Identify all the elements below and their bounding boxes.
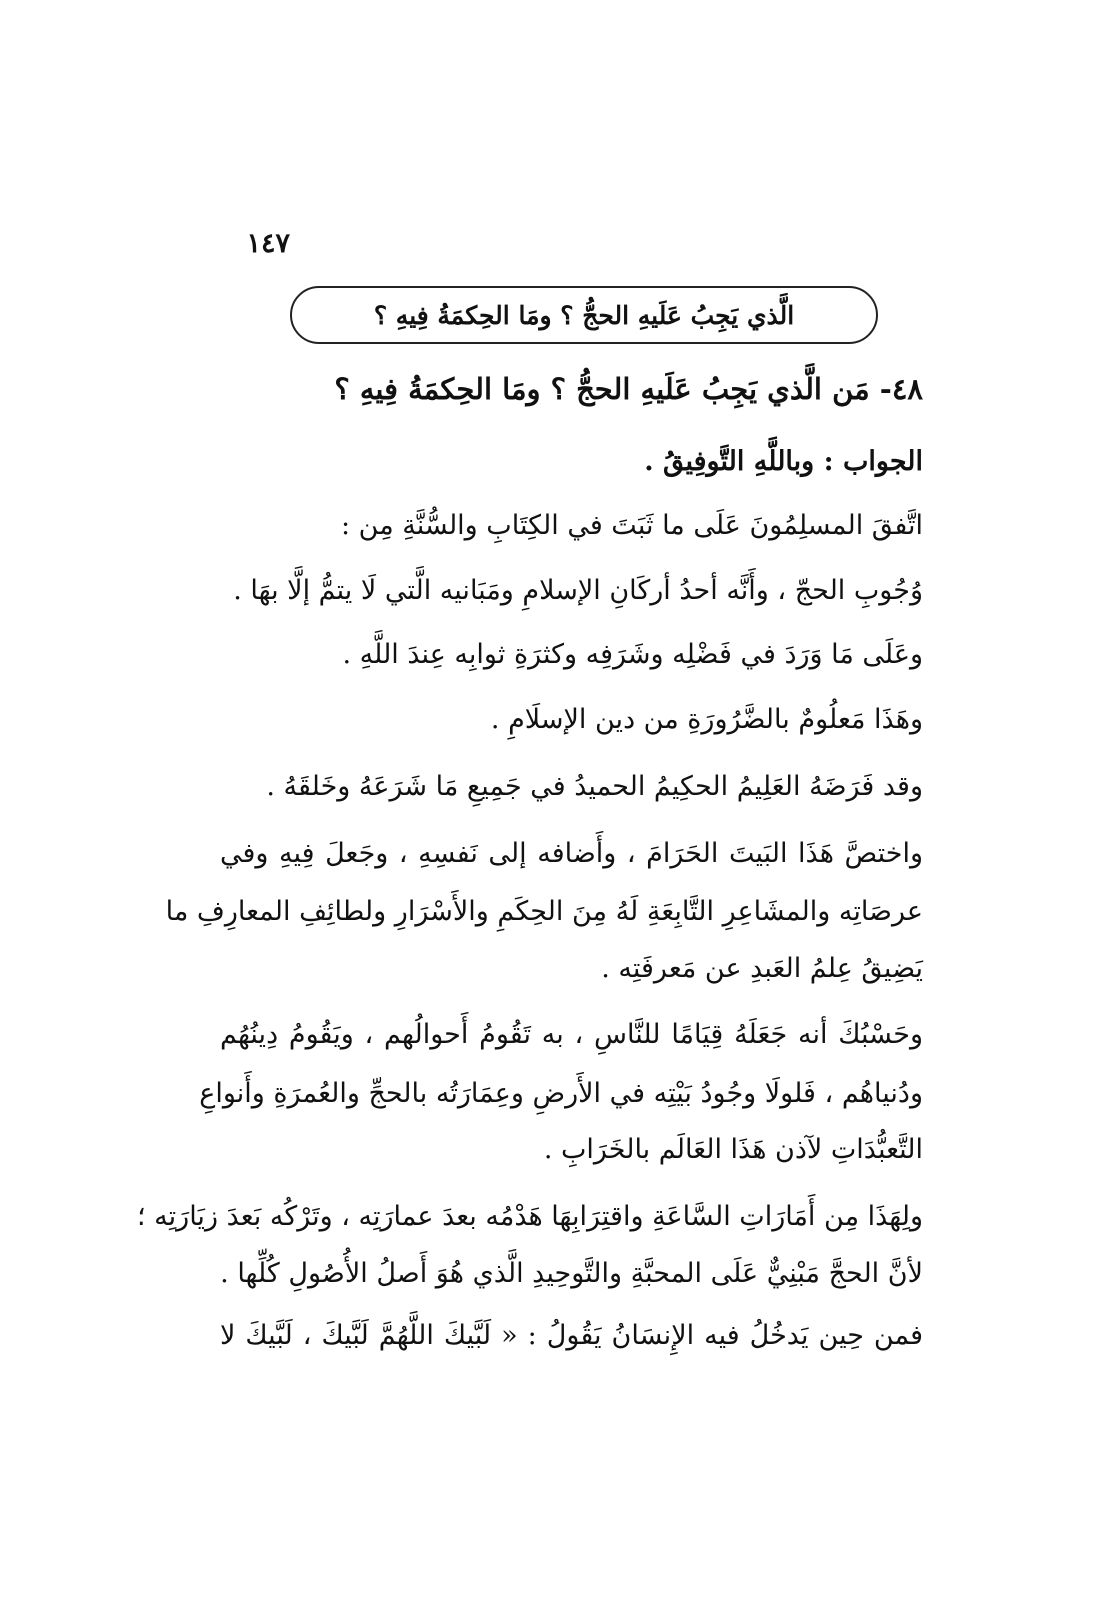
body-line: يَضِيقُ عِلمُ العَبدِ عن مَعرفَتِه . [601, 953, 923, 984]
section-header-title: الَّذي يَجِبُ عَلَيهِ الحجُّ ؟ ومَا الحِكمَةُ فِيهِ ؟ [373, 300, 795, 330]
body-line: وُجُوبِ الحجّ ، وأَنَّه أحدُ أركَانِ الإسلامِ ومَبَانيه الَّتي لَا يتمُّ إلَّا بهَا . [233, 575, 923, 606]
body-line: لأنَّ الحجَّ مَبْنِيٌّ عَلَى المحبَّةِ والتَّوحِيدِ الَّذي هُوَ أَصلُ الأُصُولِ كُلِّها . [220, 1258, 923, 1289]
body-line: التَّعبُّدَاتِ لآذن هَذَا العَالَم بالخَرَابِ . [543, 1134, 923, 1165]
body-line: وعَلَى مَا وَرَدَ في فَضْلِه وشَرَفِه وكثرَةِ ثوابِه عِندَ اللَّهِ . [342, 639, 923, 670]
body-line: ولِهَذَا مِن أَمَارَاتِ السَّاعَةِ واقتِرَابِهَا هَدْمُه بعدَ عمارَتِه ، وتَرْكُه بَعدَ زيَارَتِه ؛ [137, 1201, 923, 1232]
body-line: اتَّفقَ المسلِمُونَ عَلَى ما ثَبَتَ في الكِتَابِ والسُّنَّةِ مِن : [340, 510, 923, 541]
body-line: وحَسْبُكَ أنه جَعَلَهُ قِيَامًا للنَّاسِ ، به تَقُومُ أَحوالُهم ، ويَقُومُ دِينُهُم [220, 1019, 923, 1050]
body-line: فمن حِين يَدخُلُ فيه الإِنسَانُ يَقُولُ : « لَبَّيكَ اللَّهُمَّ لَبَّيكَ ، لَبَّيكَ لا [220, 1320, 923, 1351]
section-header-box [290, 286, 878, 344]
body-line: وهَذَا مَعلُومٌ بالضَّرُورَةِ من دين الإسلَامِ . [490, 704, 923, 735]
answer-intro: الجواب : وباللَّهِ التَّوفِيقُ . [644, 446, 923, 477]
question-heading: ٤٨- مَن الَّذي يَجِبُ عَلَيهِ الحجُّ ؟ ومَا الحِكمَةُ فِيهِ ؟ [334, 372, 923, 406]
page-number: ١٤٧ [246, 228, 290, 259]
body-line: عرصَاتِه والمشَاعِرِ التَّابِعَةِ لَهُ مِنَ الحِكَمِ والأَسْرَارِ ولطائِفِ المعارِفِ ما [165, 896, 923, 927]
body-line: وقد فَرَضَهُ العَلِيمُ الحكِيمُ الحميدُ في جَمِيعِ مَا شَرَعَهُ وخَلقَهُ . [266, 771, 923, 802]
body-line: واختصَّ هَذَا البَيتَ الحَرَامَ ، وأَضافه إلى نَفسِهِ ، وجَعلَ فِيهِ وفي [220, 838, 923, 869]
body-line: ودُنياهُم ، فَلولَا وجُودُ بَيْتِه في الأَرضِ وعِمَارَتُه بالحجِّ والعُمرَةِ وأَنواعِ [199, 1078, 923, 1109]
